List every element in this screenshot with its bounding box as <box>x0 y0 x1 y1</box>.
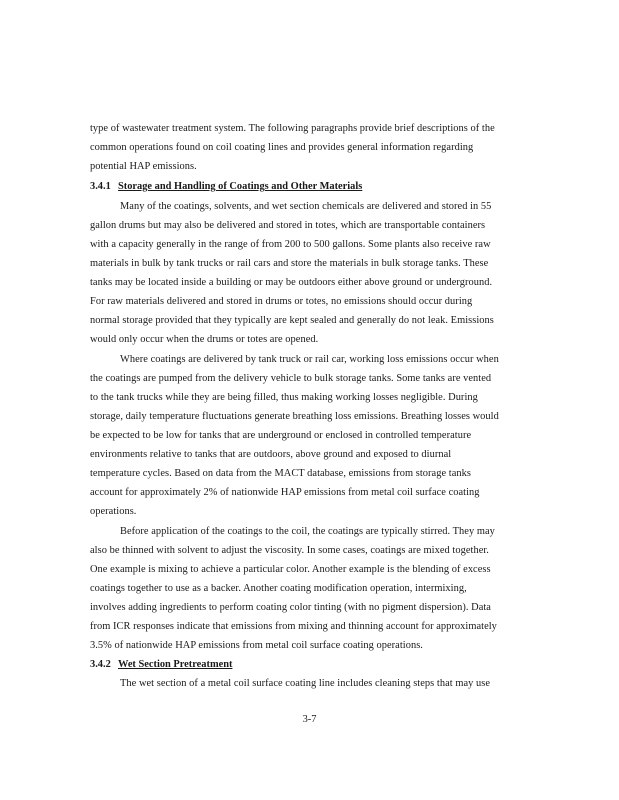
paragraph-line: materials in bulk by tank trucks or rail cars and store the materials in bulk storage tanks. These <box>90 258 489 269</box>
paragraph-line: operations. <box>90 506 137 517</box>
paragraph-line: The wet section of a metal coil surface coating line includes cleaning steps that may use <box>120 678 491 689</box>
paragraph-line: normal storage provided that they typically are kept sealed and generally do not leak. Emissions <box>90 315 494 326</box>
paragraph-line: Many of the coatings, solvents, and wet section chemicals are delivered and stored in 55 <box>120 201 492 212</box>
section-title: Storage and Handling of Coatings and Other Materials <box>118 181 363 192</box>
paragraph-line: environments relative to tanks that are outdoors, above ground and exposed to diurnal <box>90 449 452 460</box>
paragraph-line: 3.5% of nationwide HAP emissions from metal coil surface coating operations. <box>90 640 423 651</box>
section-title: Wet Section Pretreatment <box>118 659 233 670</box>
paragraph-line: gallon drums but may also be delivered and stored in totes, which are transportable containers <box>90 220 486 231</box>
paragraph-line: from ICR responses indicate that emissions from mixing and thinning account for approximately <box>90 621 497 632</box>
paragraph-line: storage, daily temperature fluctuations generate breathing loss emissions. Breathing losses would <box>90 411 499 422</box>
intro-line: type of wastewater treatment system. The following paragraphs provide brief descriptions of the <box>90 123 495 134</box>
paragraph-line: temperature cycles. Based on data from the MACT database, emissions from storage tanks <box>90 468 471 479</box>
paragraph-line: also be thinned with solvent to adjust the viscosity. In some cases, coatings are mixed together. <box>90 545 489 556</box>
paragraph-line: the coatings are pumped from the delivery vehicle to bulk storage tanks. Some tanks are vented <box>90 373 492 384</box>
paragraph-line: Where coatings are delivered by tank truck or rail car, working loss emissions occur when <box>120 354 499 365</box>
paragraph-line: to the tank trucks while they are being filled, thus making working losses negligible. During <box>90 392 478 403</box>
paragraph-line: tanks may be located inside a building or may be outdoors either above ground or underground. <box>90 277 493 288</box>
section-heading-341 <box>90 180 362 194</box>
paragraph-line: Before application of the coatings to the coil, the coatings are typically stirred. They may <box>120 526 495 537</box>
intro-line: potential HAP emissions. <box>90 161 197 172</box>
section-number: 3.4.2 <box>90 659 111 670</box>
paragraph-line: would only occur when the drums or totes are opened. <box>90 334 319 345</box>
paragraph-line: with a capacity generally in the range of from 200 to 500 gallons. Some plants also receive raw <box>90 239 491 250</box>
section-heading-342 <box>90 658 232 672</box>
page-number: 3-7 <box>302 714 317 725</box>
paragraph-line: involves adding ingredients to perform coating color tinting (with no pigment dispersion). Data <box>90 602 491 613</box>
paragraph-line: One example is mixing to achieve a particular color. Another example is the blending of excess <box>90 564 491 575</box>
section-number: 3.4.1 <box>90 181 111 192</box>
paragraph-line: account for approximately 2% of nationwide HAP emissions from metal coil surface coating <box>90 487 480 498</box>
paragraph-line: For raw materials delivered and stored in drums or totes, no emissions should occur during <box>90 296 473 307</box>
paragraph-line: be expected to be low for tanks that are underground or enclosed in controlled temperature <box>90 430 472 441</box>
paragraph-line: coatings together to use as a backer. Another coating modification operation, intermixing, <box>90 583 467 594</box>
intro-line: common operations found on coil coating lines and provides general information regarding <box>90 142 474 153</box>
